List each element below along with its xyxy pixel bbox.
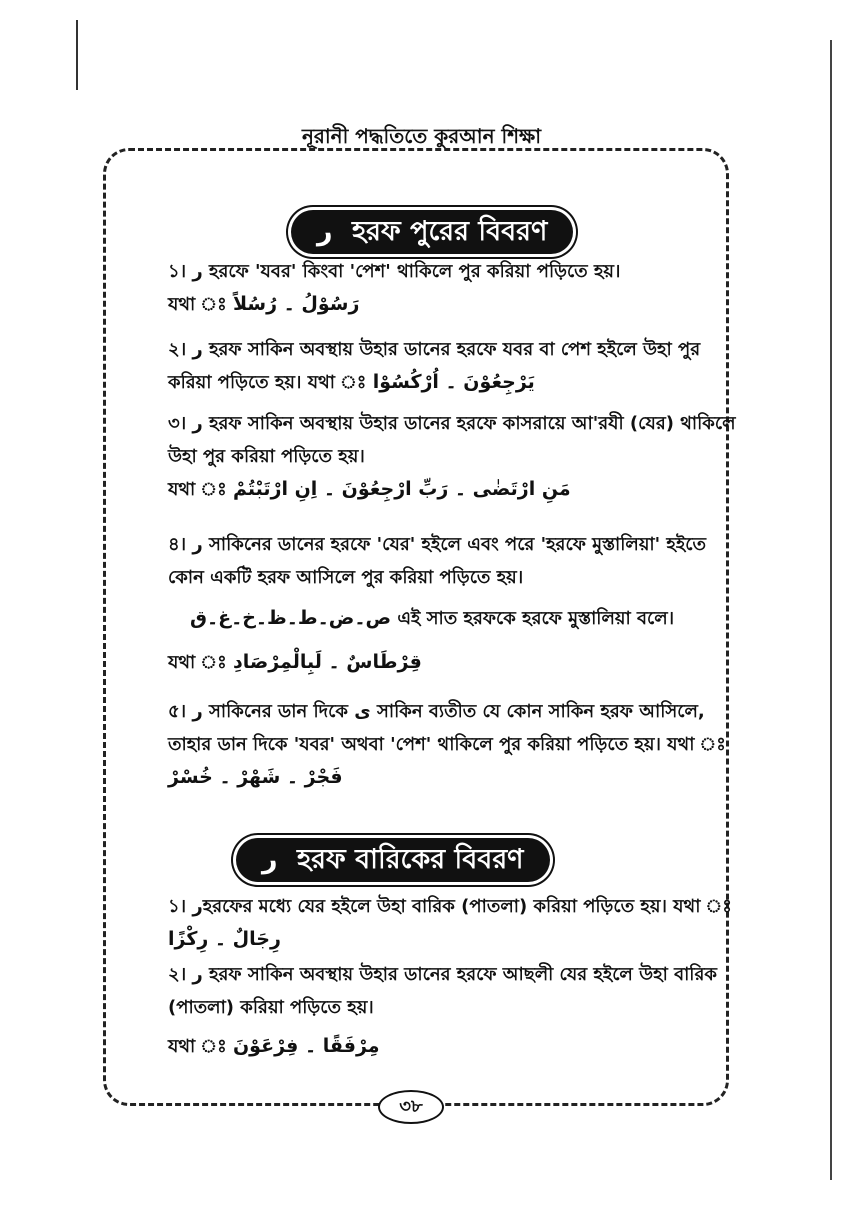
arabic-example: رَسُوْلُ ۔ رُسُلاً [232, 293, 360, 315]
rule-5 [130, 695, 742, 794]
arabic-example: رِجَالٌ ۔ رِكْزًا [168, 928, 281, 950]
arabic-example: قِرْطَاسٌ ۔ لَبِالْمِرْصَادِ [232, 651, 422, 673]
mustaliya-letters-line [130, 602, 764, 635]
barik-rule-1 [130, 890, 742, 956]
example-label: যথা ঃ [168, 294, 227, 315]
title-text: হরফ পুরের বিবরণ [351, 216, 548, 247]
rule-text: ৪। ر সাকিনের ডানের হরফে 'যের' হইলে এবং পরে 'হরফে মুস্তালিয়া' হইতে কোন একটি হরফ আসিলে পুর করিয়া পড়িতে হয়। [168, 534, 706, 588]
scan-edge-left [76, 20, 78, 90]
rule-example [168, 473, 742, 506]
rule-text: ৫। ر সাকিনের ডান দিকে ى সাকিন ব্যতীত যে কোন সাকিন হরফ আসিলে, তাহার ডান দিকে 'যবর' অথবা 'পেশ' থাকিলে পুর করিয়া পড়িতে হয়। যথা ঃ [168, 701, 726, 755]
rule-text: ১। رহরফের মধ্যে যের হইলে উহা বারিক (পাতলা) করিয়া পড়িতে হয়। যথা ঃ [168, 896, 732, 917]
mustaliya-letters: ص۔ض۔ط۔ظ۔خ۔غ۔ق [190, 607, 392, 629]
mustaliya-note: এই সাত হরফকে হরফে মুস্তালিয়া বলে। [397, 608, 675, 629]
arabic-example: فَجْرْ ۔ شَهْرْ ۔ خُسْرْ [168, 766, 343, 788]
rule-3 [130, 407, 742, 506]
rule-text: ২। ر হরফ সাকিন অবস্থায় উহার ডানের হরফে যবর বা পেশ হইলে উহা পুর করিয়া পড়িতে হয়। যথা ঃ [168, 339, 701, 393]
rule-text: ৩। ر হরফ সাকিন অবস্থায় উহার ডানের হরফে কাসরায়ে আ'রযী (যের) থাকিলে উহা পুর করিয়া পড়িতে হয়। [168, 413, 736, 467]
arabic-example: مَنِ ارْتَضٰى ۔ رَبِّ ارْجِعُوْنَ ۔ اِنِ ارْتَبْتُمْ [232, 478, 571, 500]
barik-rule-2 [130, 958, 742, 1024]
arabic-example: مِرْفَقًا ۔ فِرْعَوْنَ [232, 1035, 380, 1057]
example-label: যথা ঃ [168, 652, 227, 673]
page-header: নূরানী পদ্ধতিতে কুরআন শিক্ষা [301, 124, 542, 148]
rule-1 [130, 255, 742, 321]
title-letter: ر [262, 844, 278, 875]
rule-2 [130, 333, 742, 399]
title-letter: ر [317, 216, 333, 247]
rule-text: ২। ر হরফ সাকিন অবস্থায় উহার ডানের হরফে আছলী যের হইলে উহা বারিক (পাতলা) করিয়া পড়িতে হয়। [168, 964, 717, 1018]
arabic-example: يَرْجِعُوْنَ ۔ اُرْكُسُوْا [372, 371, 535, 393]
rule-example [168, 288, 742, 321]
page-number: ৩৮ [378, 1090, 444, 1124]
section-title-barik [236, 838, 550, 882]
example-label: যথা ঃ [168, 1036, 227, 1057]
rule-text: ১। ر হরফে 'যবর' কিংবা 'পেশ' থাকিলে পুর করিয়া পড়িতে হয়। [168, 261, 621, 282]
section-title-pur [291, 210, 573, 254]
title-text: হরফ বারিকের বিবরণ [296, 844, 524, 875]
example-label: যথা ঃ [168, 479, 227, 500]
barik-rule-2-example [130, 1030, 742, 1063]
rule-4-example [130, 646, 742, 679]
rule-4 [130, 528, 742, 594]
scan-edge-right [830, 40, 832, 1180]
